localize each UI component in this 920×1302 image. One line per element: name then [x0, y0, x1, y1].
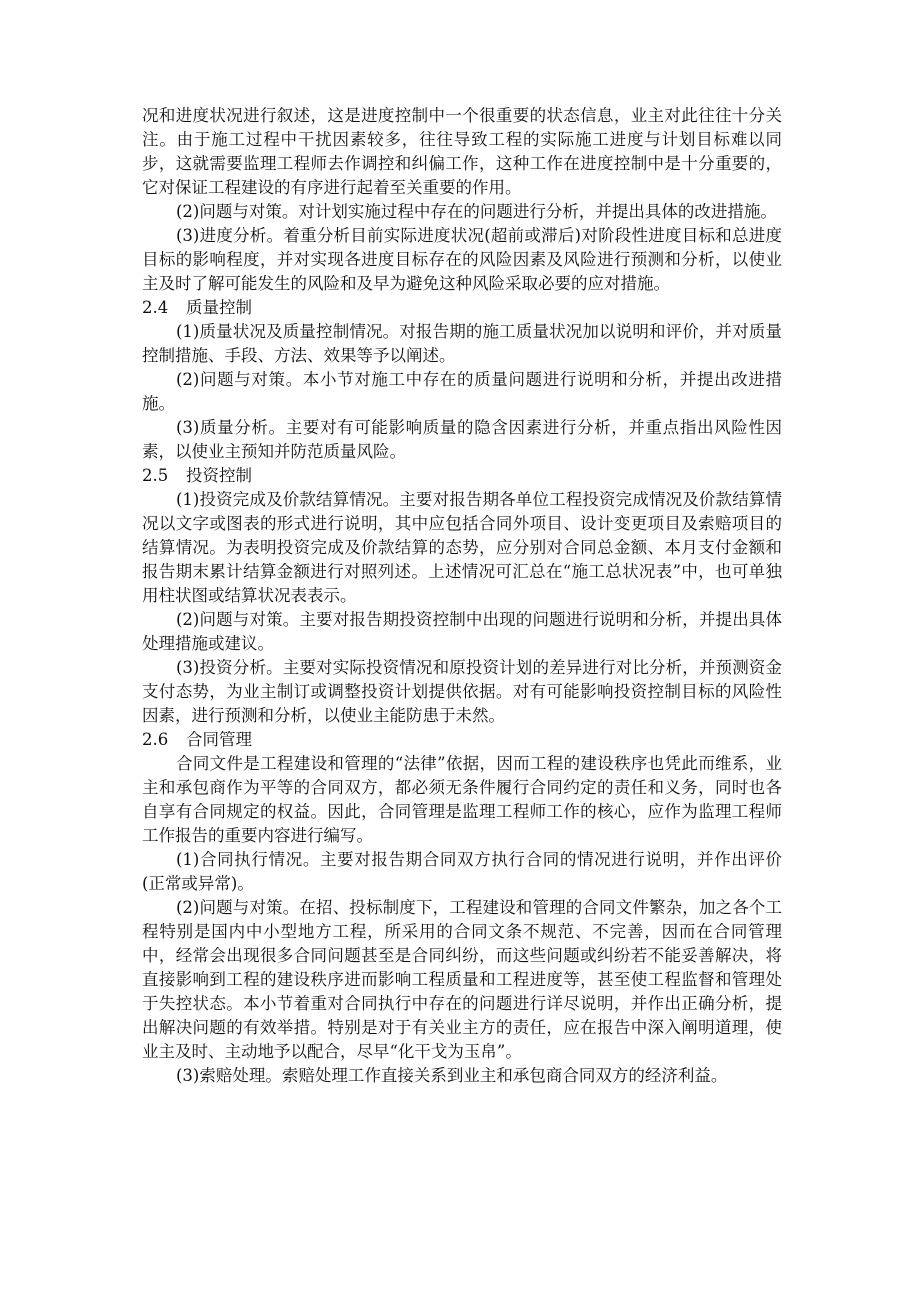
paragraph-quality-analysis: (3)质量分析。主要对有可能影响质量的隐含因素进行分析，并重点指出风险性因素，以使业主预知并防范质量风险。 — [142, 418, 782, 461]
paragraph-contract-intro: 合同文件是工程建设和管理的“法律”依据，因而工程的建设秩序也凭此而维系，业主和承包商作为平等的合同双方，都必须无条件履行合同约定的责任和义务，同时也各自享有合同规定的权益。因此，合同管理是监理工程师工作的核心，应作为监理工程师工作报告的重要内容进行编写。 — [142, 754, 782, 845]
section-title: 质量控制 — [186, 298, 252, 317]
section-heading-investment — [142, 464, 782, 488]
paragraph-investment-issues: (2)问题与对策。主要对报告期投资控制中出现的问题进行说明和分析，并提出具体处理措施或建议。 — [142, 610, 782, 653]
paragraph-contract-issues: (2)问题与对策。在招、投标制度下，工程建设和管理的合同文件繁杂，加之各个工程特别是国内中小型地方工程，所采用的合同文条不规范、不完善，因而在合同管理中，经常会出现很多合同问题甚至是合同纠纷，而这些问题或纠纷若不能妥善解决，将直接影响到工程的建设秩序进而影响工程质量和工程进度等，甚至使工程监督和管理处于失控状态。本小节着重对合同执行中存在的问题进行详尽说明，并作出正确分析，提出解决问题的有效举措。特别是对于有关业主方的责任，应在报告中深入阐明道理，使业主及时、主动地予以配合，尽早“化干戈为玉帛”。 — [142, 898, 782, 1061]
section-title: 投资控制 — [186, 466, 252, 485]
paragraph-investment-analysis: (3)投资分析。主要对实际投资情况和原投资计划的差异进行对比分析，并预测资金支付态势，为业主制订或调整投资计划提供依据。对有可能影响投资控制目标的风险性因素，进行预测和分析，以使业主能防患于未然。 — [142, 658, 782, 725]
section-number: 2.4 — [142, 298, 169, 317]
section-heading-quality — [142, 296, 782, 320]
paragraph-progress-intro: 况和进度状况进行叙述，这是进度控制中一个很重要的状态信息，业主对此往往十分关注。由于施工过程中干扰因素较多，往往导致工程的实际施工进度与计划目标难以同步，这就需要监理工程师去作调控和纠偏工作，这种工作在进度控制中是十分重要的，它对保证工程建设的有序进行起着至关重要的作用。 — [142, 106, 782, 197]
section-title: 合同管理 — [186, 730, 252, 749]
paragraph-quality-issues: (2)问题与对策。本小节对施工中存在的质量问题进行说明和分析，并提出改进措施。 — [142, 370, 782, 413]
section-heading-contract — [142, 728, 782, 752]
paragraph-progress-issues: (2)问题与对策。对计划实施过程中存在的问题进行分析，并提出具体的改进措施。 — [176, 202, 777, 221]
paragraph-contract-execution: (1)合同执行情况。主要对报告期合同双方执行合同的情况进行说明，并作出评价(正常或异常)。 — [142, 850, 782, 893]
paragraph-progress-analysis: (3)进度分析。着重分析目前实际进度状况(超前或滞后)对阶段性进度目标和总进度目标的影响程度，并对实现各进度目标存在的风险因素及风险进行预测和分析，以使业主及时了解可能发生的风险和及早为避免这种风险采取必要的应对措施。 — [142, 226, 782, 293]
paragraph-claims-handling: (3)索赔处理。索赔处理工作直接关系到业主和承包商合同双方的经济利益。 — [176, 1066, 728, 1085]
document-page — [142, 104, 782, 1088]
paragraph-investment-status: (1)投资完成及价款结算情况。主要对报告期各单位工程投资完成情况及价款结算情况以文字或图表的形式进行说明，其中应包括合同外项目、设计变更项目及索赔项目的结算情况。为表明投资完成及价款结算的态势，应分别对合同总金额、本月支付金额和报告期末累计结算金额进行对照列述。上述情况可汇总在“施工总状况表”中，也可单独用柱状图或结算状况表表示。 — [142, 490, 782, 605]
paragraph-quality-status: (1)质量状况及质量控制情况。对报告期的施工质量状况加以说明和评价，并对质量控制措施、手段、方法、效果等予以阐述。 — [142, 322, 782, 365]
section-number: 2.5 — [142, 466, 169, 485]
section-number: 2.6 — [142, 730, 169, 749]
